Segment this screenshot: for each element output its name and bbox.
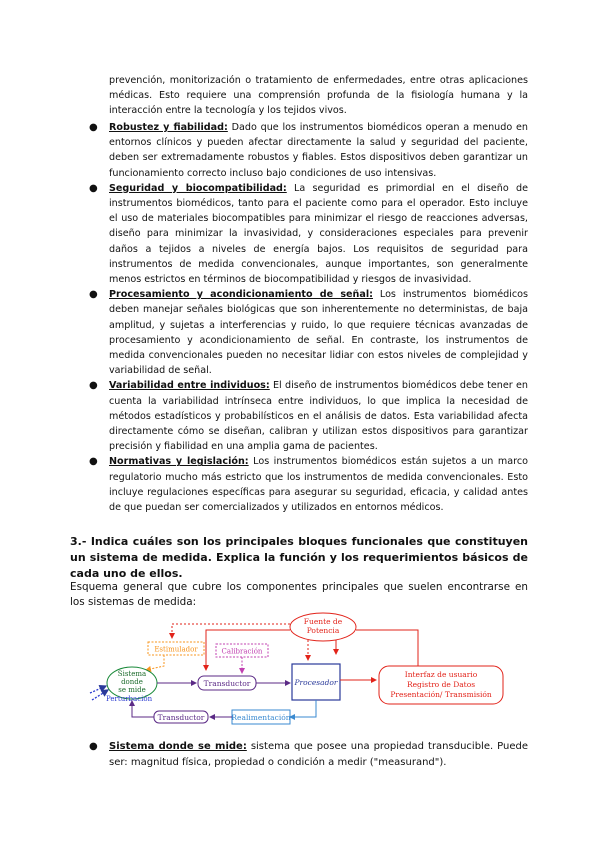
bullet-term: Seguridad y biocompatibilidad: — [109, 182, 287, 194]
bullet-icon: ● — [89, 456, 98, 468]
bullet-term: Procesamiento y acondicionamiento de señal: — [109, 289, 373, 301]
actuator-transducer-label: Transductor — [157, 713, 205, 722]
bullet-term: Robustez y fiabilidad: — [109, 122, 228, 133]
interface-label: Registro de Datos — [406, 680, 476, 689]
bullet-icon: ● — [89, 122, 98, 133]
measured-system-label: donde — [121, 678, 143, 686]
bullet-icon: ● — [89, 380, 98, 392]
list-item — [89, 287, 528, 378]
processor-block — [292, 664, 340, 700]
measured-system-label: Sistema — [117, 670, 147, 678]
power-source-label: Fuente de — [303, 617, 343, 626]
bullet-term: Sistema donde se mide: — [109, 741, 247, 752]
list-item — [89, 454, 528, 515]
list-item — [89, 739, 528, 770]
actuator-transducer-block — [154, 711, 208, 723]
list-item — [89, 378, 528, 454]
calibration-label: Calibración — [221, 647, 263, 656]
bullet-text: La seguridad es primordial en el diseño de instrumentos biomédicos, tanto para el paciente como para el operador. Esto incluye el uso de materiales biocompatibles para minimizar el riesgo de reacciones adversas, diseño para minimizar la invasividad, y consideraciones especiales para prevenir daños a tejidos a niveles de energía bajos. Los requisitos de seguridad para instrumentos de medida convencionales, aunque importantes, son generalmente menos estrictos en términos de biocompatibilidad y riesgos de invasividad. — [109, 182, 529, 286]
bullet-text: Los instrumentos biomédicos deben manejar señales biológicas que son inherentemente no deterministas, de baja amplitud, y sujetas a interferencias y ruido, lo que requiere técnicas avanzadas de procesamiento y acondicionamiento de señal. En contraste, los instrumentos de medida convencionales pueden no necesitar lidiar con estos niveles de complejidad y variabilidad de señal. — [109, 289, 528, 377]
interface-label: Presentación/ Transmisión — [390, 690, 492, 699]
input-transducer-label: Transductor — [203, 679, 251, 688]
measured-system-label: se mide — [118, 686, 146, 694]
calibration-block — [216, 644, 268, 657]
bottom-bullet — [89, 739, 528, 770]
continuation-paragraph: prevención, monitorización o tratamiento de enfermedades, entre otras aplicaciones médicas. Esto requiere una comprensión profunda de la fisiología humana y la interacción entre la tecnología y los tejidos vivos. — [109, 75, 528, 117]
feedback-block — [231, 710, 290, 724]
bullet-text: sistema que posee una propiedad transducible. Puede ser: magnitud física, propiedad o condición a medir ("measurand"). — [109, 741, 528, 768]
disturbance-label: Perturbación — [106, 695, 153, 703]
feedback-line — [290, 700, 316, 717]
stimulator-block — [148, 642, 204, 655]
bullet-icon: ● — [89, 741, 98, 752]
question-heading: 3.- Indica cuáles son los principales bloques funcionales que constituyen un sistema de medida. Explica la función y los requerimientos básicos de cada uno de ellos. — [70, 535, 528, 580]
intro-paragraph: Esquema general que cubre los componentes principales que suelen encontrarse en los sistemas de medida: — [70, 581, 528, 608]
bullet-icon: ● — [89, 289, 98, 301]
bullet-text: El diseño de instrumentos biomédicos debe tener en cuenta la variabilidad intrínseca entre individuos, lo que implica la necesidad de métodos estadísticos y probabilísticos en el análisis de datos. Esta variabilidad afecta directamente cómo se diseñan, calibran y utilizan estos dispositivos para garantizar precisión y fiabilidad en una amplia gama de pacientes. — [109, 380, 528, 453]
stimulus-arrow — [146, 655, 164, 670]
user-interface-block — [379, 666, 503, 704]
bullet-icon: ● — [89, 182, 98, 194]
list-item — [89, 181, 528, 287]
list-item — [89, 120, 528, 181]
bullet-text: Los instrumentos biomédicos están sujetos a un marco regulatorio mucho más estricto que los instrumentos de medida convencionales. Esto incluye regulaciones específicas para asegurar su seguridad, eficacia, y calidad antes de que puedan ser comercializados y utilizados en entornos médicos. — [109, 456, 528, 514]
measurement-system-diagram — [88, 610, 530, 732]
processor-label: Procesador — [294, 678, 338, 687]
feedback-line — [132, 701, 154, 717]
bullet-list — [89, 120, 528, 515]
power-source-block — [290, 613, 356, 641]
disturbance-arrow — [90, 686, 106, 693]
power-source-label: Potencia — [306, 626, 340, 635]
feedback-label: Realimentación — [231, 713, 291, 722]
stimulator-label: Estimulador — [154, 645, 198, 654]
input-transducer-block — [198, 676, 256, 690]
bullet-text: Dado que los instrumentos biomédicos operan a menudo en entornos clínicos y pueden afectar directamente la salud y seguridad del paciente, deben ser extremadamente robustos y fiables. Estos dispositivos deben garantizar un funcionamiento correcto incluso bajo condiciones de uso intensivas. — [109, 122, 528, 179]
bullet-term: Normativas y legislación: — [109, 456, 249, 468]
bullet-term: Variabilidad entre individuos: — [109, 380, 270, 392]
power-line — [172, 624, 290, 638]
interface-label: Interfaz de usuario — [404, 670, 478, 679]
